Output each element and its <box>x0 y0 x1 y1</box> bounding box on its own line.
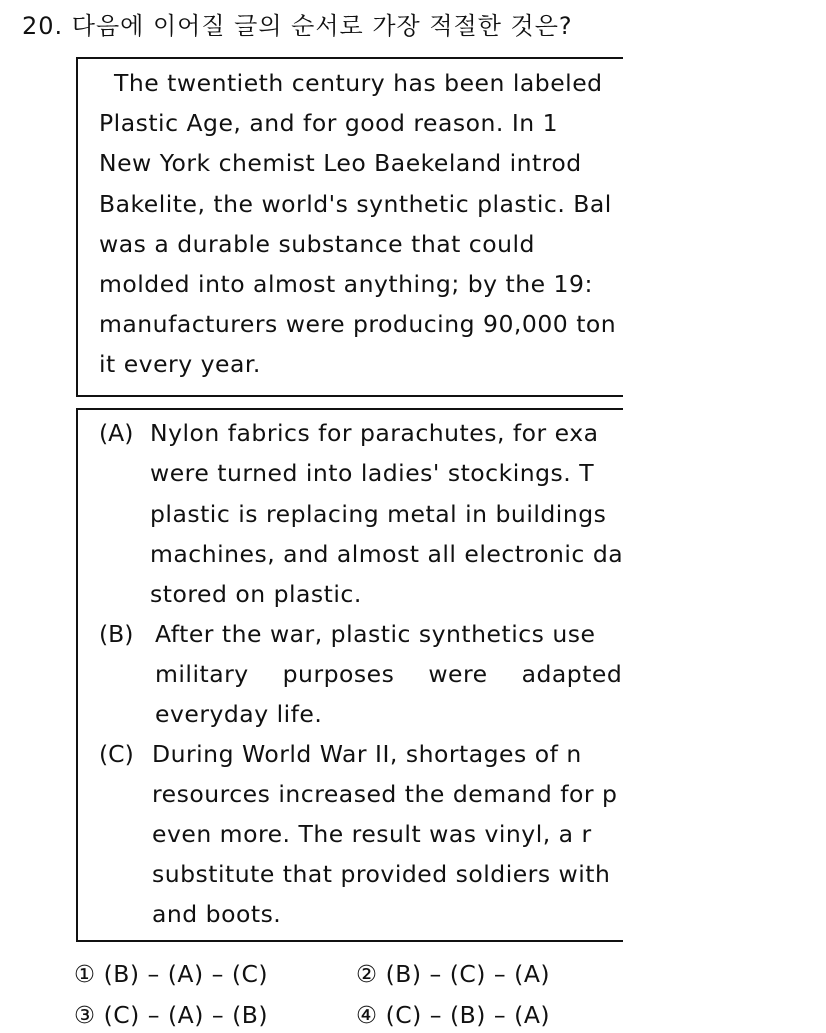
paragraph-label-a: (A) <box>99 419 134 447</box>
paragraph-a-line: Nylon fabrics for parachutes, for exa <box>150 419 599 447</box>
choice-text: (C) – (A) – (B) <box>103 1001 269 1029</box>
intro-passage-box <box>76 57 623 397</box>
choice-3[interactable] <box>74 1001 268 1029</box>
paragraph-label-c: (C) <box>99 740 134 768</box>
intro-line: it every year. <box>99 350 261 378</box>
intro-line: manufacturers were producing 90,000 ton <box>99 310 617 338</box>
choice-4[interactable] <box>356 1001 550 1029</box>
choice-text: (C) – (B) – (A) <box>385 1001 551 1029</box>
ordering-paragraphs-box <box>76 408 623 942</box>
choice-number: ③ <box>74 1001 96 1029</box>
paragraph-label-b: (B) <box>99 620 134 648</box>
choice-number: ① <box>74 960 96 988</box>
paragraph-b-line: After the war, plastic synthetics use <box>155 620 596 648</box>
choice-1[interactable] <box>74 960 268 988</box>
paragraph-c-line: During World War II, shortages of n <box>152 740 582 768</box>
paragraph-a-line: machines, and almost all electronic da <box>150 540 623 568</box>
choice-text: (B) – (A) – (C) <box>103 960 269 988</box>
intro-line: New York chemist Leo Baekeland introd <box>99 149 582 177</box>
paragraph-b-line: everyday life. <box>155 700 323 728</box>
intro-line: The twentieth century has been labeled <box>114 69 603 97</box>
paragraph-c-line: and boots. <box>152 900 282 928</box>
question-title: 20. 다음에 이어질 글의 순서로 가장 적절한 것은? <box>22 12 573 40</box>
paragraph-c-line: even more. The result was vinyl, a r <box>152 820 592 848</box>
paragraph-a-line: were turned into ladies' stockings. T <box>150 459 595 487</box>
choice-number: ② <box>356 960 378 988</box>
paragraph-a-line: plastic is replacing metal in buildings <box>150 500 607 528</box>
intro-line: was a durable substance that could <box>99 230 535 258</box>
paragraph-c-line: substitute that provided soldiers with <box>152 860 611 888</box>
intro-line: Bakelite, the world's synthetic plastic. Bal <box>99 190 612 218</box>
intro-line: Plastic Age, and for good reason. In 1 <box>99 109 559 137</box>
paragraph-b-line: military purposes were adapted <box>155 660 623 688</box>
choice-number: ④ <box>356 1001 378 1029</box>
intro-line: molded into almost anything; by the 19: <box>99 270 593 298</box>
choice-text: (B) – (C) – (A) <box>385 960 551 988</box>
paragraph-c-line: resources increased the demand for p <box>152 780 618 808</box>
paragraph-a-line: stored on plastic. <box>150 580 362 608</box>
choice-2[interactable] <box>356 960 550 988</box>
